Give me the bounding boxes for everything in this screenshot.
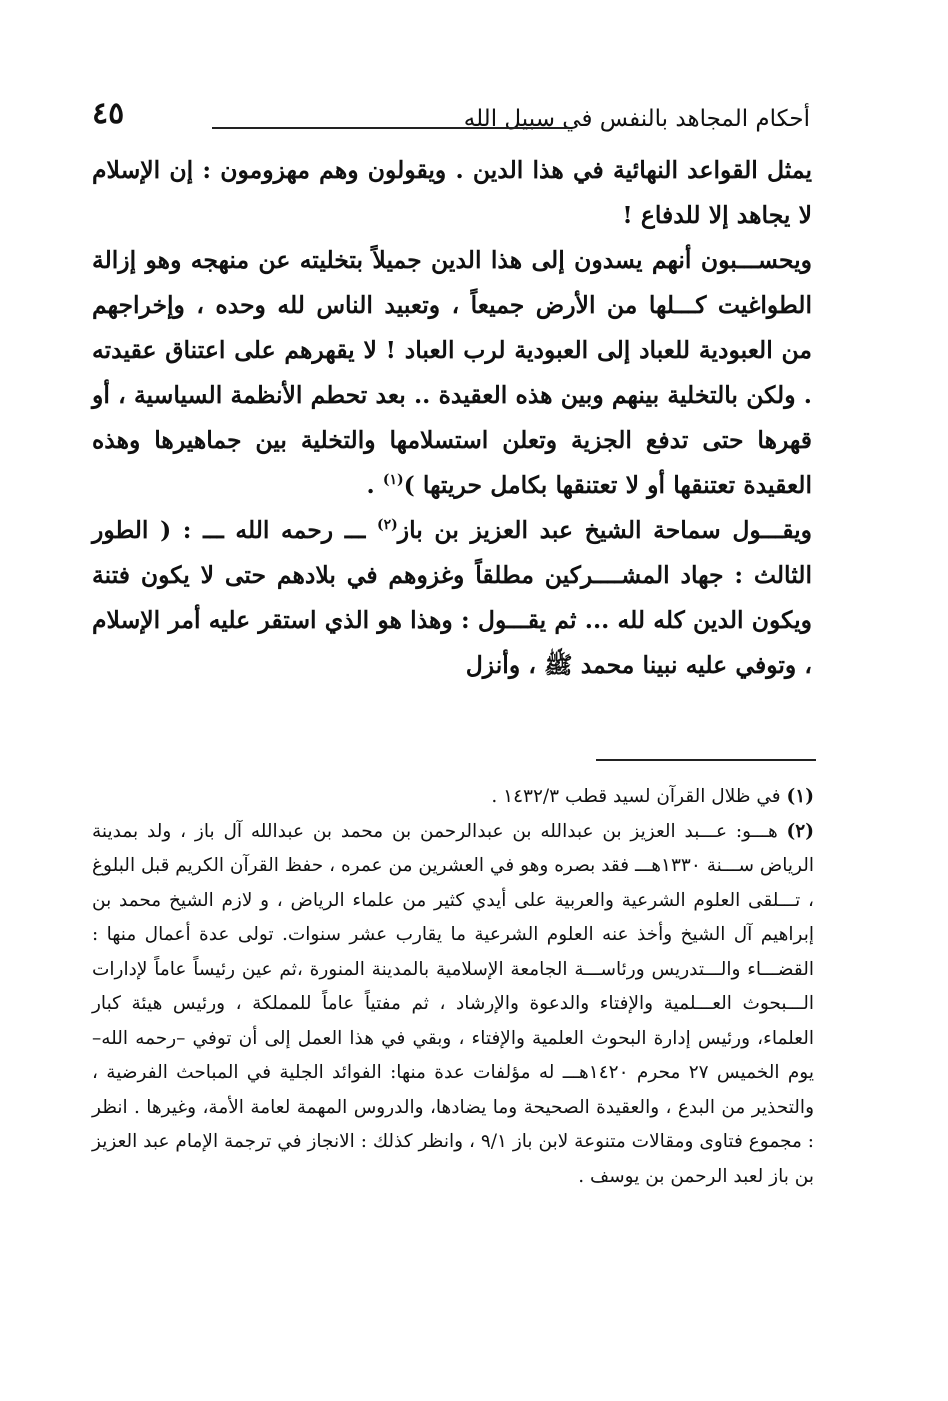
paragraph-text: ويقـــول سماحة الشيخ عبد العزيز بن باز xyxy=(397,516,812,544)
paragraph-end: . xyxy=(366,471,383,499)
running-title: أحكام المجاهد بالنفس في سبيل الله xyxy=(463,106,810,132)
footnote-number: (١) xyxy=(786,786,814,807)
footnote-text: في ظلال القرآن لسيد قطب ١٤٣٢/٣ . xyxy=(491,786,787,807)
main-text xyxy=(92,148,812,688)
footnote xyxy=(92,815,814,1195)
footnote-reference[interactable]: (١) xyxy=(382,472,404,489)
running-header xyxy=(92,96,810,136)
footnotes xyxy=(92,780,814,1194)
footnote-rule xyxy=(596,759,816,761)
footnote-text: هـــو: عـــبد العزيز بن عبدالله بن عبدالرحمن بن محمد بن عبدالله آل باز ، ولد بمدينة الرياض ســـنة ١٣٣٠هـــ فقد بصره وهو في العشرين من عمره ، حفظ القرآن الكريم قبل البلوغ ، تـــلقى العلوم الشرعية والعربية على أيدي كثير من علماء الرياض ، و لازم الشيخ محمد بن إبراهيم آل الشيخ وأخذ عنه العلوم الشرعية ما يقارب عشر سنوات. تولى عدة أعمال منها : القضـــاء والـــتدريس ورئاســـة الجامعة الإسلامية بالمدينة المنورة ،ثم عين رئيساً عاماً لإدارات الـــبحوث العـــلمية والإفتاء والدعوة والإرشاد ، ثم مفتياً عاماً للمملكة ، ورئيس هيئة كبار العلماء، ورئيس إدارة البحوث العلمية والإفتاء ، وبقي في هذا العمل إلى أن توفي –رحمه الله– يوم الخميس ٢٧ محرم ١٤٢٠هـــ له مؤلفات عدة منها: الفوائد الجلية في المباحث الفرضية ، والتحذير من البدع ، والعقيدة الصحيحة وما يضادها، والدروس المهمة لعامة الأمة، وغيرها . انظر : مجموع فتاوى ومقالات متنوعة لابن باز ٩/١ ، وانظر كذلك : الانجاز في ترجمة الإمام عبد العزيز بن باز لعبد الرحمن بن يوسف . xyxy=(92,820,815,1187)
paragraph: يمثل القواعد النهائية في هذا الدين . ويقولون وهم مهزومون : إن الإسلام لا يجاهد إلا للدفاع ! xyxy=(92,156,812,229)
footnote xyxy=(92,780,814,815)
paragraph xyxy=(92,508,812,688)
paragraph-text: ـــ رحمه الله ـــ : ( الطور الثالث : جهاد المشــــركين مطلقاً وغزوهم في بلادهم حتى لا يكون فتنة ويكون الدين كله لله ... ثم يقـــول : وهذا هو الذي استقر عليه أمر الإسلام ، وتوفي عليه نبينا محمد ﷺ ، وأنزل xyxy=(92,516,812,679)
paragraph xyxy=(92,238,812,508)
header-rule xyxy=(212,127,570,129)
page-number: ٤٥ xyxy=(92,96,125,131)
footnote-number: (٢) xyxy=(786,820,814,842)
footnote-reference[interactable]: (٢) xyxy=(376,517,398,534)
paragraph-text: ويحســـبون أنهم يسدون إلى هذا الدين جميلاً بتخليته عن منهجه وهو إزالة الطواغيت كـــلها من الأرض جميعاً ، وتعبيد الناس لله وحده ، وإخراجهم من العبودية للعباد إلى العبودية لرب العباد ! لا يقهرهم على اعتناق عقيدته . ولكن بالتخلية بينهم وبين هذه العقيدة .. بعد تحطم الأنظمة السياسية ، أو قهرها حتى تدفع الجزية وتعلن استسلامها والتخلية بين جماهيرها وهذه العقيدة تعتنقها أو لا تعتنقها بكامل حريتها ) xyxy=(92,246,812,499)
